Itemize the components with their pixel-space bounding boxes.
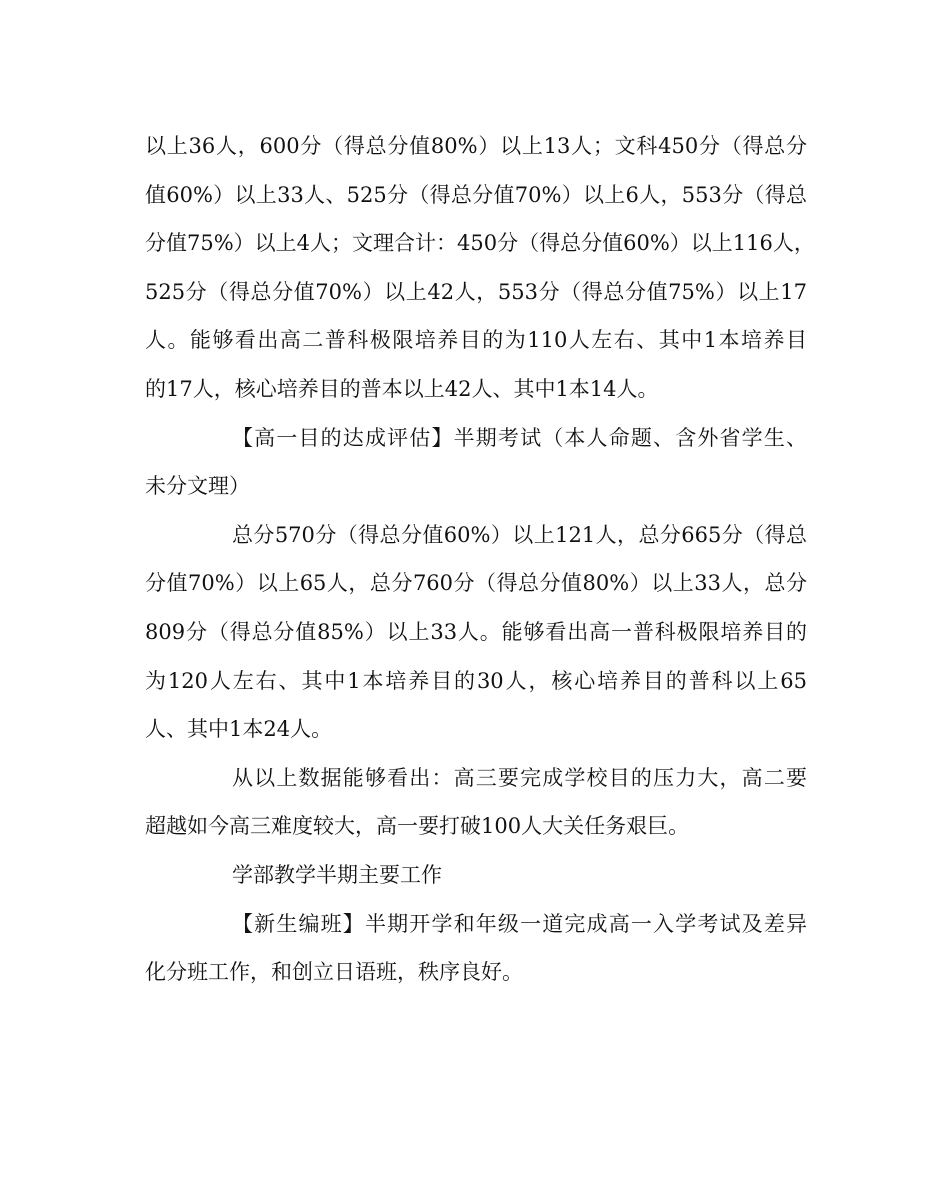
paragraph-line: 化分班工作，和创立日语班，秩序良好。 bbox=[145, 960, 523, 985]
paragraph-line: 总分570分（得总分值60%）以上121人，总分665分（得总 bbox=[232, 522, 807, 547]
section-heading-line: 学部教学半期主要工作 bbox=[232, 862, 442, 887]
paragraph-line: 的17人，核心培养目的普本以上42人、其中1本14人。 bbox=[145, 376, 659, 401]
paragraph-line: 分值75%）以上4人；文理合计：450分（得总分值60%）以上116人， bbox=[145, 231, 815, 256]
paragraph-line: 分值70%）以上65人，总分760分（得总分值80%）以上33人，总分 bbox=[145, 571, 807, 596]
paragraph-line: 未分文理） bbox=[145, 474, 250, 499]
paragraph-line: 为120人左右、其中1本培养目的30人，核心培养目的普科以上65 bbox=[145, 668, 807, 693]
body-text bbox=[145, 122, 815, 997]
paragraph-line: 人。能够看出高二普科极限培养目的为110人左右、其中1本培养目 bbox=[145, 328, 807, 353]
paragraph-line: 超越如今高三难度较大，高一要打破100人大关任务艰巨。 bbox=[145, 814, 690, 839]
section-heading-line: 【高一目的达成评估】半期考试（本人命题、含外省学生、 bbox=[232, 425, 807, 450]
paragraph-line: 525分（得总分值70%）以上42人，553分（得总分值75%）以上17 bbox=[145, 279, 807, 304]
paragraph-line: 以上36人，600分（得总分值80%）以上13人；文科450分（得总分 bbox=[145, 134, 807, 158]
paragraph-line: 人、其中1本24人。 bbox=[145, 717, 333, 742]
paragraph-line: 从以上数据能够看出：高三要完成学校目的压力大，高二要 bbox=[232, 765, 807, 790]
paragraph-line: 值60%）以上33人、525分（得总分值70%）以上6人，553分（得总 bbox=[145, 182, 807, 207]
paragraph-line: 809分（得总分值85%）以上33人。能够看出高一普科极限培养目的 bbox=[145, 619, 807, 644]
paragraph-line: 【新生编班】半期开学和年级一道完成高一入学考试及差异 bbox=[232, 911, 807, 936]
